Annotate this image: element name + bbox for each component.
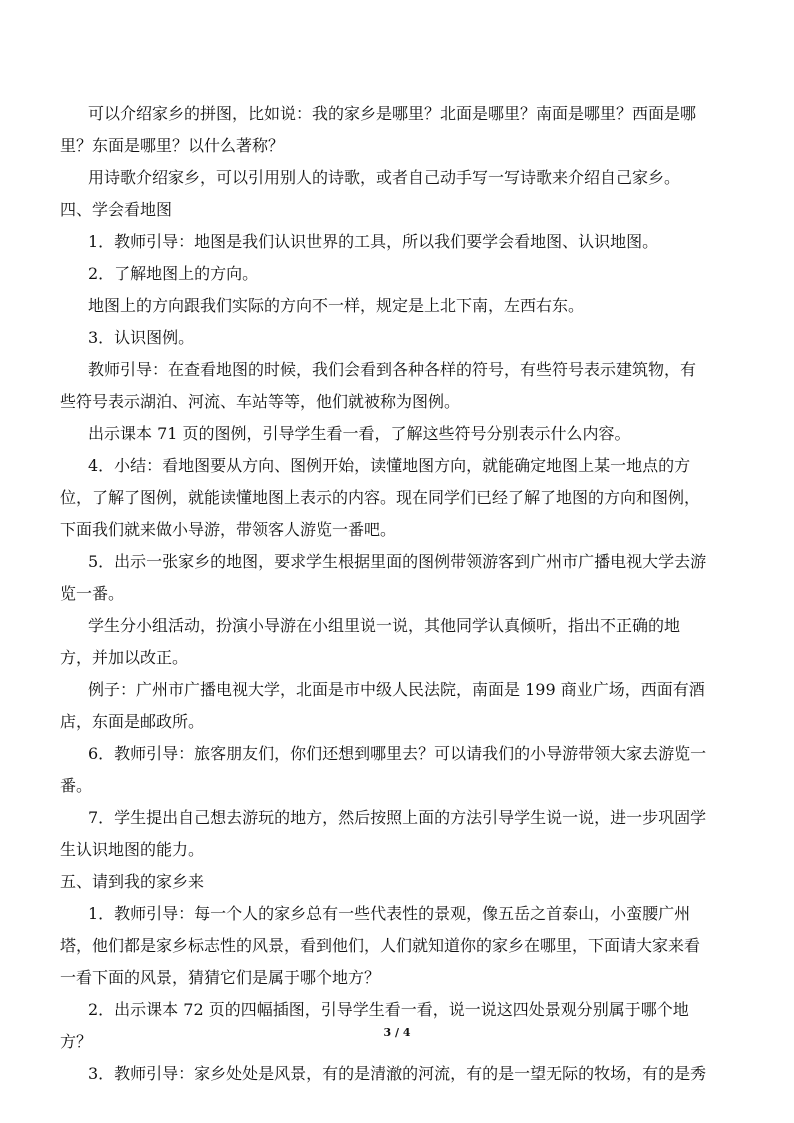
paragraph-line: 1．教师引导：每一个人的家乡总有一些代表性的景观，像五岳之首泰山，小蛮腰广州	[88, 904, 691, 923]
paragraph-line: 位，了解了图例，就能读懂地图上表示的内容。现在同学们已经了解了地图的方向和图例，	[60, 488, 701, 507]
paragraph-line: 5．出示一张家乡的地图，要求学生根据里面的图例带领游客到广州市广播电视大学去游	[88, 552, 707, 571]
paragraph-line: 方，并加以改正。	[60, 648, 189, 667]
paragraph-line: 一看下面的风景，猜猜它们是属于哪个地方？	[60, 968, 381, 987]
paragraph-line: 教师引导：在查看地图的时候，我们会看到各种各样的符号，有些符号表示建筑物，有	[88, 360, 697, 379]
paragraph-line: 塔，他们都是家乡标志性的风景，看到他们，人们就知道你的家乡在哪里，下面请大家来看	[60, 936, 701, 955]
paragraph-line: 店，东面是邮政所。	[60, 712, 205, 731]
document-body	[60, 98, 740, 1090]
paragraph-line: 学生分小组活动，扮演小导游在小组里说一说，其他同学认真倾听，指出不正确的地	[88, 616, 681, 635]
paragraph-line: 6．教师引导：旅客朋友们，你们还想到哪里去？可以请我们的小导游带领大家去游览一	[88, 744, 707, 763]
paragraph-line: 地图上的方向跟我们实际的方向不一样，规定是上北下南，左西右东。	[88, 296, 585, 315]
paragraph-line: 生认识地图的能力。	[60, 840, 205, 859]
page-number: 3 / 4	[383, 1026, 411, 1039]
paragraph-line: 3．认识图例。	[88, 328, 195, 347]
section-heading: 四、学会看地图	[60, 200, 173, 219]
paragraph-line: 2．出示课本 72 页的四幅插图，引导学生看一看，说一说这四处景观分别属于哪个地	[88, 1000, 689, 1019]
paragraph-line: 些符号表示湖泊、河流、车站等等，他们就被称为图例。	[60, 392, 461, 411]
section-heading: 五、请到我的家乡来	[60, 872, 205, 891]
paragraph-line: 2．了解地图上的方向。	[88, 264, 259, 283]
paragraph-line: 览一番。	[60, 584, 125, 603]
paragraph-line: 3．教师引导：家乡处处是风景，有的是清澈的河流，有的是一望无际的牧场，有的是秀	[88, 1064, 707, 1083]
paragraph-line: 例子：广州市广播电视大学，北面是市中级人民法院，南面是 199 商业广场，西面有酒	[88, 680, 705, 699]
paragraph-line: 7．学生提出自己想去游玩的地方，然后按照上面的方法引导学生说一说，进一步巩固学	[88, 808, 707, 827]
paragraph-line: 方？	[60, 1032, 93, 1051]
paragraph-line: 番。	[60, 776, 93, 795]
paragraph-line: 可以介绍家乡的拼图，比如说：我的家乡是哪里？北面是哪里？南面是哪里？西面是哪	[88, 104, 697, 123]
paragraph-line: 里？东面是哪里？以什么著称？	[60, 136, 285, 155]
paragraph-line: 下面我们就来做小导游，带领客人游览一番吧。	[60, 520, 397, 539]
paragraph-line: 出示课本 71 页的图例，引导学生看一看，了解这些符号分别表示什么内容。	[88, 424, 631, 443]
paragraph-line: 1．教师引导：地图是我们认识世界的工具，所以我们要学会看地图、认识地图。	[88, 232, 659, 251]
paragraph-line: 用诗歌介绍家乡，可以引用别人的诗歌，或者自己动手写一写诗歌来介绍自己家乡。	[88, 168, 681, 187]
paragraph-line: 4．小结：看地图要从方向、图例开始，读懂地图方向，就能确定地图上某一地点的方	[88, 456, 691, 475]
